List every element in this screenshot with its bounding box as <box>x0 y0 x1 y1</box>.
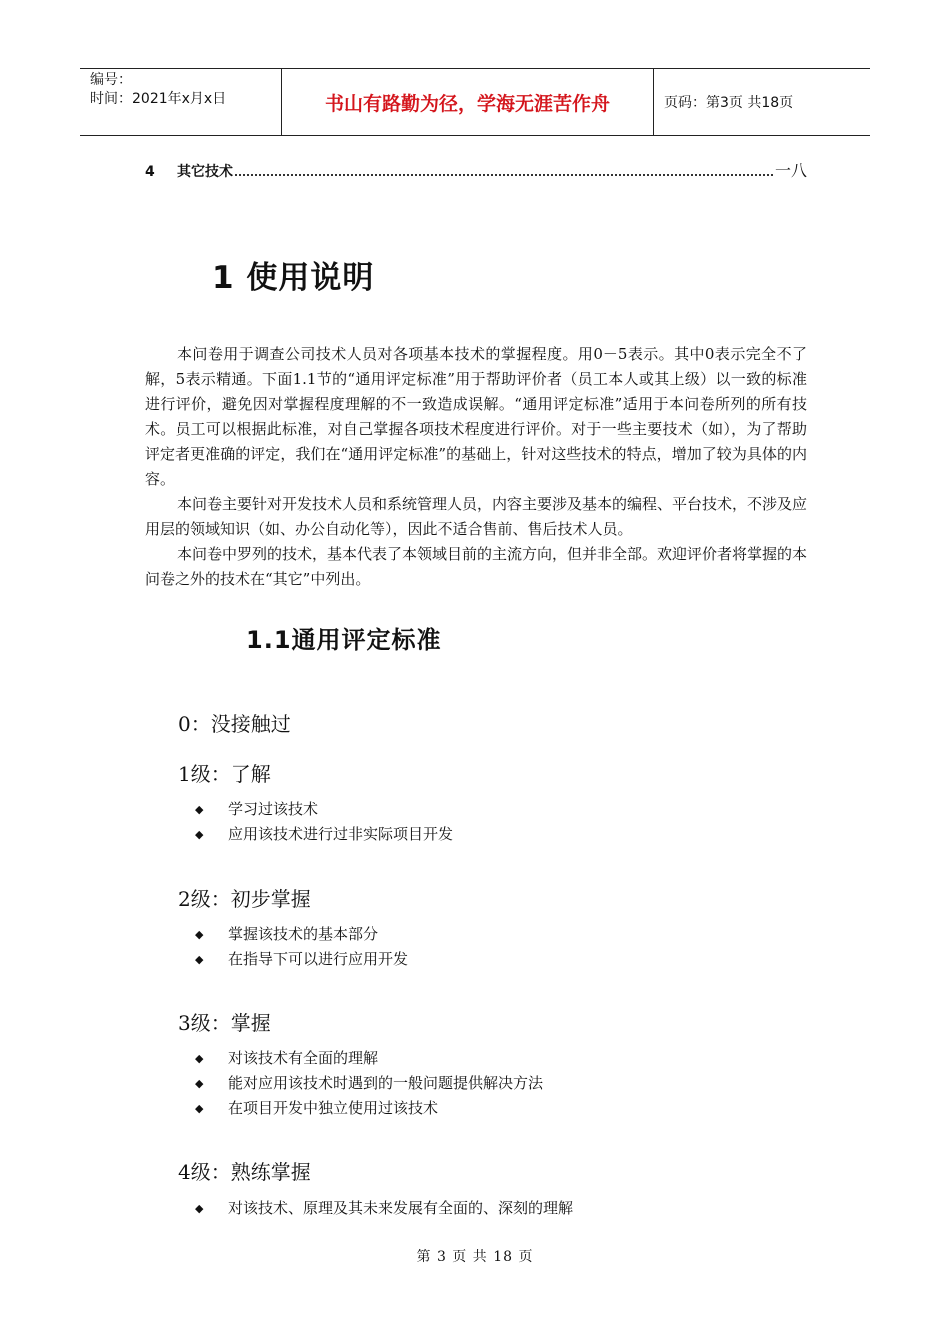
diamond-icon: ◆ <box>195 953 204 966</box>
diamond-icon: ◆ <box>195 1077 204 1090</box>
list-item-text: 在项目开发中独立使用过该技术 <box>228 1099 439 1117</box>
paragraph: 本问卷主要针对开发技术人员和系统管理人员，内容主要涉及基本的编程、平台技术，不涉及应用层的领域知识（如、办公自动化等），因此不适合售前、售后技术人员。 <box>145 495 808 538</box>
paragraph: 本问卷用于调查公司技术人员对各项基本技术的掌握程度。用0－5表示。其中0表示完全不了解，5表示精通。下面1.1节的“通用评定标准”用于帮助评价者（员工本人或其上级）以一致的标准进行评价，避免因对掌握程度理解的不一致造成误解。“通用评定标准”适用于本问卷所列的所有技术。员工可以根据此标准，对自己掌握各项技术程度进行评价。对于一些主要技术（如），为了帮助评定者更准确的评定，我们在“通用评定标准”的基础上，针对这些技术的特点，增加了较为具体的内容。 <box>145 345 807 488</box>
bullet-list <box>195 1046 543 1121</box>
list-item <box>195 797 453 822</box>
diamond-icon: ◆ <box>195 803 204 816</box>
subsection-heading: 1.1通用评定标准 <box>246 626 442 654</box>
page-footer: 第 3 页 共 18 页 <box>416 1249 534 1265</box>
list-item <box>195 922 408 947</box>
list-item <box>195 1071 543 1096</box>
list-item <box>195 822 453 847</box>
list-item-text: 对该技术、原理及其未来发展有全面的、深刻的理解 <box>228 1199 574 1217</box>
page-header <box>80 68 870 136</box>
list-item-text: 掌握该技术的基本部分 <box>228 925 379 943</box>
toc-page: 一八 <box>774 161 807 180</box>
header-page-info: 页码：第3页 共18页 <box>664 95 794 111</box>
diamond-icon: ◆ <box>195 1052 204 1065</box>
bullet-list <box>195 922 408 972</box>
toc-title: 其它技术 <box>177 164 233 180</box>
diamond-icon: ◆ <box>195 1202 204 1215</box>
list-item-text: 应用该技术进行过非实际项目开发 <box>228 825 454 843</box>
list-item-text: 能对应用该技术时遇到的一般问题提供解决方法 <box>228 1074 544 1092</box>
toc-entry[interactable] <box>145 158 807 181</box>
level-heading: 4级：熟练掌握 <box>178 1160 311 1184</box>
list-item <box>195 1096 543 1121</box>
intro-body <box>145 342 807 592</box>
section-heading: 1 使用说明 <box>212 260 375 296</box>
list-item-text: 学习过该技术 <box>228 800 319 818</box>
list-item <box>195 1046 543 1071</box>
level-heading: 3级：掌握 <box>178 1011 271 1035</box>
level-heading: 2级：初步掌握 <box>178 887 311 911</box>
bullet-list <box>195 1196 573 1221</box>
toc-leader <box>235 174 773 176</box>
level-heading: 1级：了解 <box>178 762 271 786</box>
header-time: 时间：2021年x月x日 <box>90 91 227 107</box>
bullet-list <box>195 797 453 847</box>
header-motto: 书山有路勤为径，学海无涯苦作舟 <box>282 69 654 135</box>
level-heading: 0：没接触过 <box>178 712 291 736</box>
list-item <box>195 947 408 972</box>
diamond-icon: ◆ <box>195 1102 204 1115</box>
diamond-icon: ◆ <box>195 928 204 941</box>
list-item-text: 在指导下可以进行应用开发 <box>228 950 409 968</box>
paragraph: 本问卷中罗列的技术，基本代表了本领域目前的主流方向，但并非全部。欢迎评价者将掌握的本问卷之外的技术在“其它”中列出。 <box>145 545 808 588</box>
list-item <box>195 1196 573 1221</box>
header-meta <box>80 69 282 135</box>
list-item-text: 对该技术有全面的理解 <box>228 1049 379 1067</box>
diamond-icon: ◆ <box>195 828 204 841</box>
header-id-label: 编号： <box>90 72 132 88</box>
toc-number: 4 <box>145 164 155 180</box>
